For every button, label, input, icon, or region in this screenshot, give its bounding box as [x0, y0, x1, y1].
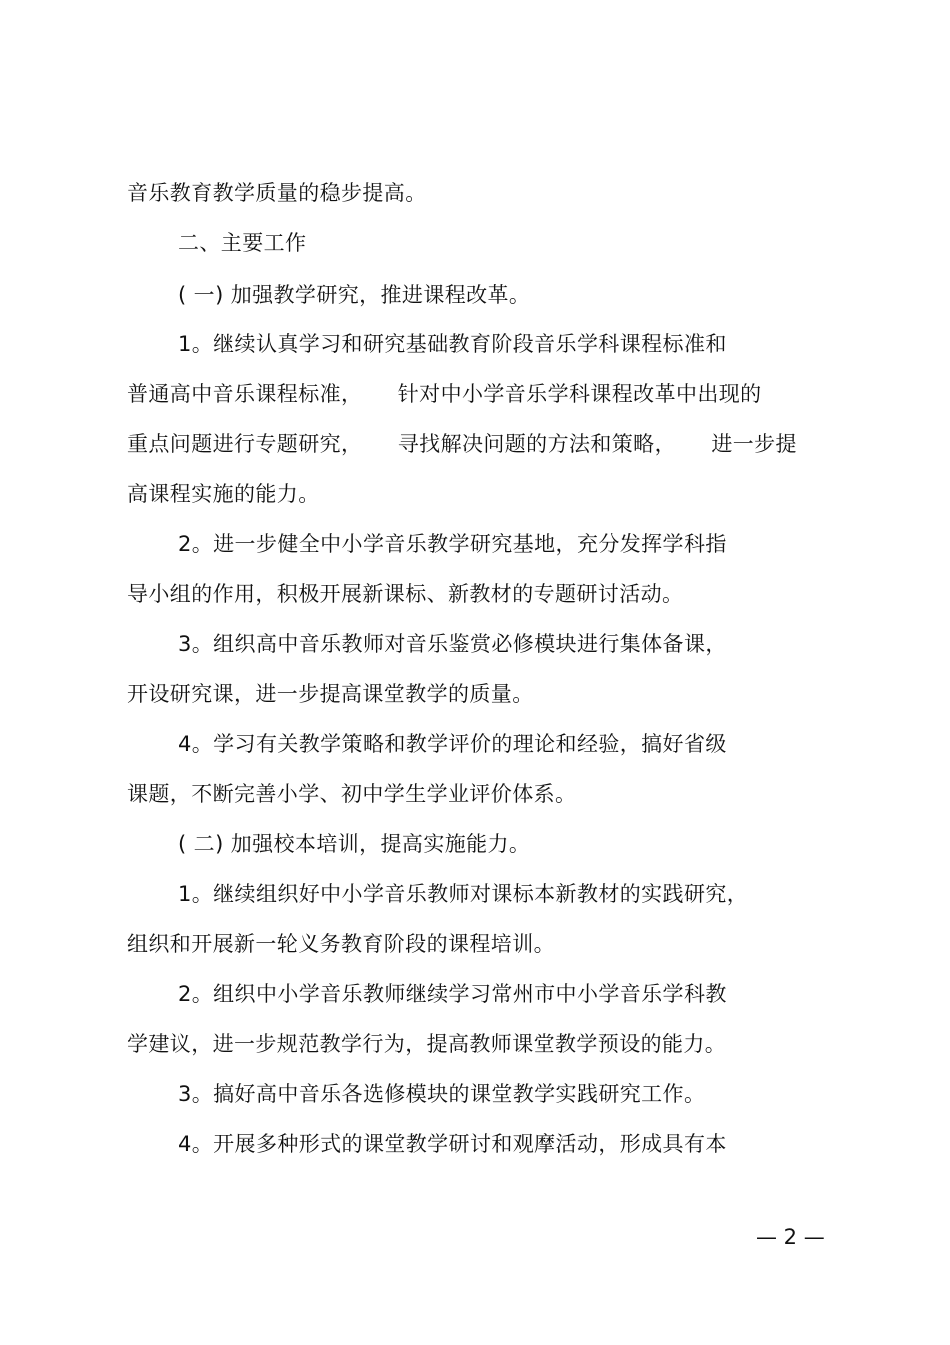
text-line: 1。继续组织好中小学音乐教师对课标本新教材的实践研究，	[178, 882, 749, 906]
text-line: 课题，不断完善小学、初中学生学业评价体系。	[127, 782, 577, 806]
subsection-heading: ( 一) 加强教学研究，推进课程改革。	[178, 283, 531, 307]
text-line: 组织和开展新一轮义务教育阶段的课程培训。	[127, 932, 555, 956]
text-line: 普通高中音乐课程标准， 针对中小学音乐学科课程改革中出现的	[127, 382, 762, 406]
text-line: 1。继续认真学习和研究基础教育阶段音乐学科课程标准和	[178, 332, 727, 356]
text-line: 音乐教育教学质量的稳步提高。	[127, 181, 427, 205]
text-line: 2。进一步健全中小学音乐教学研究基地，充分发挥学科指	[178, 532, 727, 556]
text-line: 3。组织高中音乐教师对音乐鉴赏必修模块进行集体备课，	[178, 632, 727, 656]
text-line: 2。组织中小学音乐教师继续学习常州市中小学音乐学科教	[178, 982, 727, 1006]
text-line: 高课程实施的能力。	[127, 482, 320, 506]
text-line: 学建议，进一步规范教学行为，提高教师课堂教学预设的能力。	[127, 1032, 727, 1056]
section-heading: 二、主要工作	[178, 231, 307, 255]
text-line: 导小组的作用，积极开展新课标、新教材的专题研讨活动。	[127, 582, 684, 606]
text-line: 4。开展多种形式的课堂教学研讨和观摩活动，形成具有本	[178, 1132, 727, 1156]
text-line: 重点问题进行专题研究， 寻找解决问题的方法和策略， 进一步提	[127, 432, 797, 456]
text-line: 4。学习有关教学策略和教学评价的理论和经验，搞好省级	[178, 732, 727, 756]
page-number: — 2 —	[756, 1225, 825, 1249]
text-line: 开设研究课，进一步提高课堂教学的质量。	[127, 682, 534, 706]
text-line: 3。搞好高中音乐各选修模块的课堂教学实践研究工作。	[178, 1082, 706, 1106]
subsection-heading: ( 二) 加强校本培训，提高实施能力。	[178, 832, 531, 856]
